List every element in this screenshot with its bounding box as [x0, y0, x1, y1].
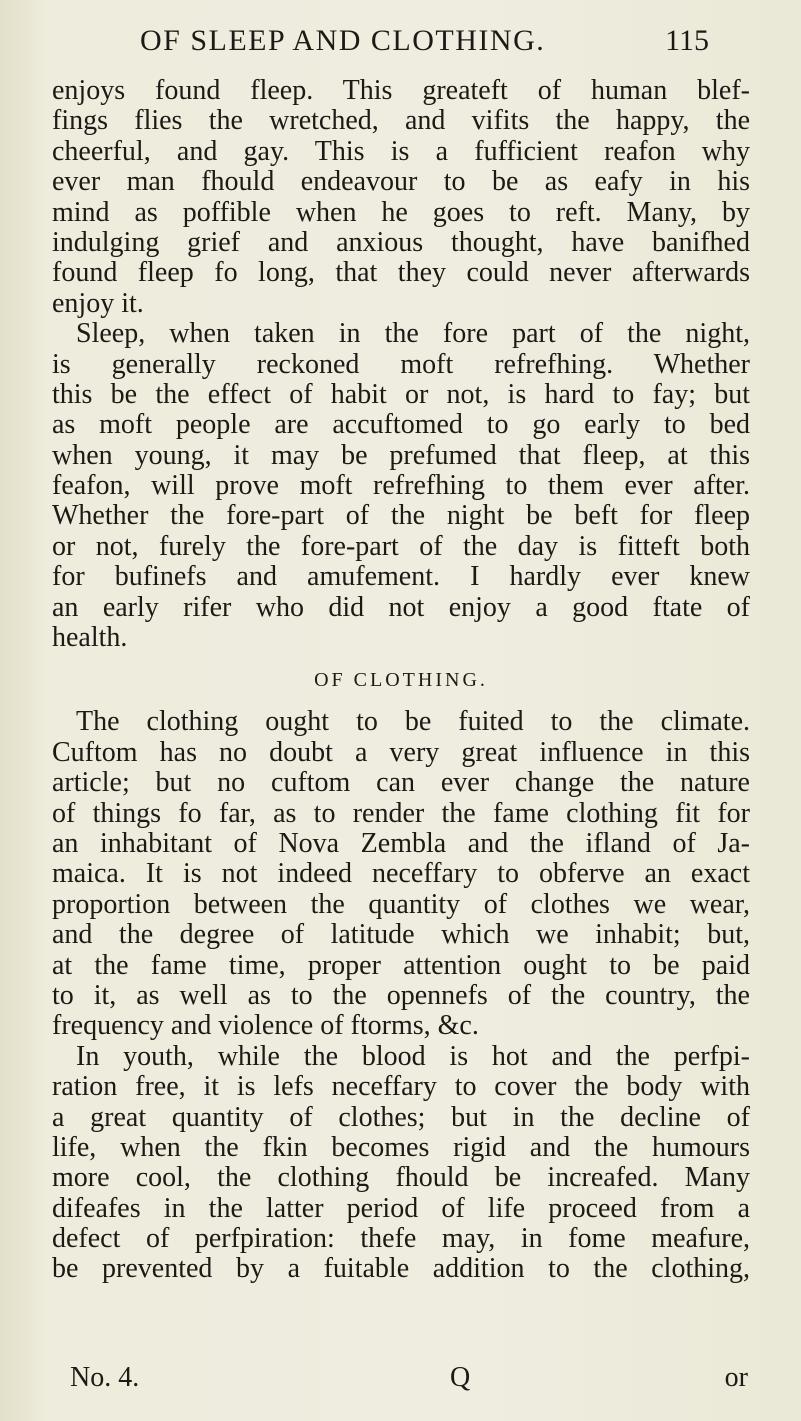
- text-line: enjoy it.: [52, 287, 144, 319]
- text-line: this be the effect of habit or not, is hard to fay; but: [52, 378, 750, 410]
- text-line: life, when the fkin becomes rigid and the humours: [52, 1131, 750, 1163]
- text-line: indulging grief and anxious thought, have banifhed: [52, 226, 750, 258]
- text-line: Whether the fore-part of the night be beft for fleep: [52, 500, 750, 532]
- text-line: article; but no cuftom can ever change the nature: [52, 767, 750, 799]
- text-line: The clothing ought to be fuited to the climate.: [76, 706, 750, 738]
- text-line: as moft people are accuftomed to go early to bed: [52, 409, 750, 441]
- text-line: maica. It is not indeed neceffary to obferve an exact: [52, 858, 750, 890]
- text-line: fings flies the wretched, and vifits the happy, the: [52, 105, 750, 137]
- section-heading: OF CLOTHING.: [314, 669, 488, 692]
- text-line: defect of perfpiration: thefe may, in fome meafure,: [52, 1223, 750, 1255]
- text-line: of things fo far, as to render the fame clothing fit for: [52, 797, 750, 829]
- text-line: enjoys found fleep. This greateft of human blef-: [52, 75, 750, 106]
- text-line: or not, furely the fore-part of the day is fitteft both: [52, 530, 750, 562]
- text-line: and the degree of latitude which we inhabit; but,: [52, 919, 750, 951]
- text-line: found fleep fo long, that they could never afterwards: [52, 257, 750, 289]
- text-line: at the fame time, proper attention ought to be paid: [52, 949, 750, 981]
- text-line: In youth, while the blood is hot and the perfpi-: [76, 1040, 750, 1072]
- paragraph: [52, 319, 750, 653]
- text-line: more cool, the clothing fhould be increafed. Many: [52, 1162, 750, 1194]
- text-line: for bufinefs and amufement. I hardly ever knew: [52, 561, 750, 593]
- page-footer: [58, 1362, 748, 1396]
- text-line: proportion between the quantity of clothes we wear,: [52, 888, 750, 920]
- text-line: an early rifer who did not enjoy a good ftate of: [52, 591, 750, 623]
- paragraph: [52, 1042, 750, 1285]
- text-line: feafon, will prove moft refrefhing to them ever after.: [52, 470, 750, 502]
- catchword: or: [724, 1362, 748, 1393]
- text-line: when young, it may be prefumed that fleep, at this: [52, 439, 750, 471]
- text-line: mind as poffible when he goes to reft. Many, by: [52, 196, 750, 228]
- text-line: cheerful, and gay. This is a fufficient reafon why: [52, 135, 750, 167]
- text-line: frequency and violence of ftorms, &c.: [52, 1010, 479, 1042]
- text-line: Sleep, when taken in the fore part of the night,: [76, 318, 750, 350]
- text-line: ration free, it is lefs neceffary to cover the body with: [52, 1071, 750, 1103]
- body-text: [52, 76, 750, 1285]
- page-number: 115: [665, 24, 709, 57]
- signature-letter: Q: [450, 1362, 471, 1393]
- text-line: an inhabitant of Nova Zembla and the ifland of Ja-: [52, 827, 750, 859]
- text-line: to it, as well as to the opennefs of the country, the: [52, 979, 750, 1011]
- text-line: a great quantity of clothes; but in the decline of: [52, 1101, 750, 1133]
- text-line: difeafes in the latter period of life proceed from a: [52, 1192, 750, 1224]
- running-head: OF SLEEP AND CLOTHING.: [140, 24, 546, 57]
- text-line: is generally reckoned moft refrefhing. Whether: [52, 348, 750, 380]
- text-line: be prevented by a fuitable addition to the clothing,: [52, 1253, 750, 1285]
- text-line: ever man fhould endeavour to be as eafy in his: [52, 166, 750, 198]
- paragraph: [52, 76, 750, 319]
- paragraph: [52, 707, 750, 1041]
- text-line: health.: [52, 622, 128, 654]
- signature-mark: No. 4.: [70, 1362, 140, 1393]
- text-line: Cuftom has no doubt a very great influence in this: [52, 736, 750, 768]
- page-header: [0, 22, 801, 72]
